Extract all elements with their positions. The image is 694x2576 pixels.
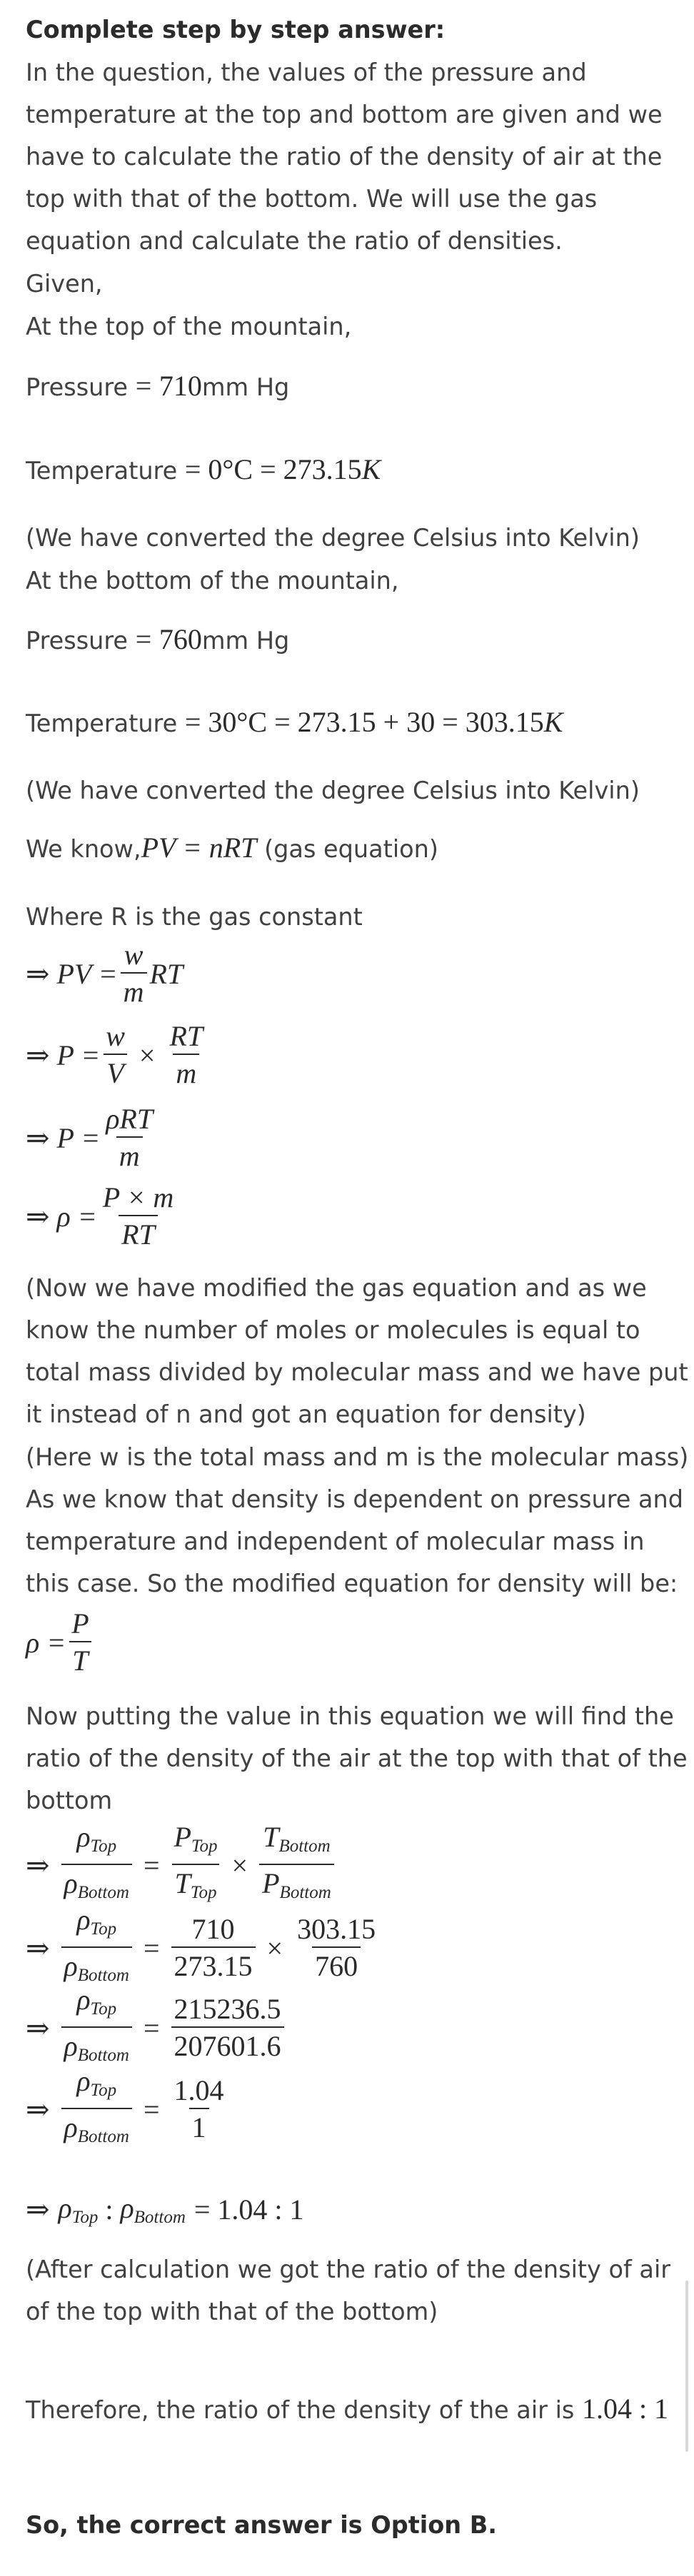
rho-symbol: ρ (64, 2030, 78, 2062)
fraction (171, 2076, 227, 2142)
intro-line: temperature at the top and bottom are given and we (26, 101, 663, 128)
intro-line: In the question, the values of the pressure and (26, 59, 587, 86)
final-answer: So, the correct answer is Option B. (26, 2511, 498, 2539)
top-of-mountain-label: At the top of the mountain, (26, 313, 352, 340)
scrollbar-thumb[interactable] (685, 2280, 688, 2452)
implies-arrow: ⇒ (26, 2193, 50, 2226)
implies-arrow: ⇒ (26, 1849, 50, 1882)
intro-line: top with that of the bottom. We will use the gas (26, 185, 598, 213)
temperature-label: Temperature (26, 457, 178, 485)
explanation-line: (Now we have modified the gas equation and as we (26, 1274, 647, 1302)
implies-arrow: ⇒ (26, 2011, 50, 2044)
step-lhs: ⇒ PV = (26, 957, 118, 990)
fraction (61, 1906, 132, 1990)
equals-sign: = (135, 370, 152, 402)
numerator: 710 (191, 1913, 235, 1945)
numerator: ρRT (106, 1103, 154, 1135)
rho-symbol: ρ (64, 1950, 78, 1982)
fraction (69, 1607, 91, 1677)
fraction (100, 1183, 177, 1249)
subscript: Top (90, 1919, 117, 1939)
denominator: m (116, 1136, 143, 1171)
denominator: V (104, 1054, 126, 1088)
explanation-line: total mass divided by molecular mass and we have put (26, 1358, 688, 1386)
pressure-label: Pressure (26, 373, 129, 401)
bottom-temperature-expr: = 30°C = 273.15 + 30 = 303.15 (184, 706, 544, 738)
rho-symbol: ρ (76, 1904, 91, 1936)
subscript: Bottom (134, 2208, 186, 2227)
gas-eq-prefix: We know, (26, 835, 141, 863)
subscript: Top (191, 1837, 218, 1856)
fraction (103, 1105, 156, 1171)
step-lhs: ⇒ P = (26, 1121, 101, 1154)
numerator: P (71, 1607, 89, 1640)
intro-line: equation and calculate the ratio of densities. (26, 227, 563, 255)
numerator: 1.04 (174, 2074, 224, 2106)
putting-values-line: bottom (26, 1787, 113, 1814)
subscript: Bottom (77, 1883, 129, 1902)
derivation-step-1 (26, 941, 183, 1006)
putting-values-line: Now putting the value in this equation we will find the (26, 1702, 674, 1730)
equals-sign: = (143, 2093, 160, 2126)
rho-symbol: ρ (76, 2065, 91, 2097)
rho-symbol: ρ (76, 1821, 91, 1853)
subscript: Top (90, 1999, 117, 2019)
subscript: Top (190, 1883, 217, 1902)
numerator: 215236.5 (174, 1993, 281, 2025)
conversion-note: (We have converted the degree Celsius into Kelvin) (26, 777, 640, 804)
final-ratio-line (26, 2191, 304, 2228)
given-label: Given, (26, 270, 103, 298)
step-rest: RT (149, 957, 183, 990)
fraction (294, 1915, 378, 1981)
rho-symbol: ρ (58, 2192, 72, 2224)
ratio-step-1 (26, 1823, 337, 1907)
times-sign: × (139, 1039, 156, 1071)
denominator: T (69, 1641, 91, 1675)
denominator: 273.15 (171, 1946, 256, 1981)
derivation-step-4 (26, 1183, 179, 1249)
gas-constant-note: Where R is the gas constant (26, 903, 363, 931)
therefore-text: Therefore, the ratio of the density of the air is (26, 2396, 582, 2424)
denominator: 760 (312, 1946, 361, 1981)
gas-eq-suffix: (gas equation) (256, 835, 438, 863)
pressure-unit: mm Hg (201, 627, 290, 655)
fraction (61, 1823, 132, 1907)
dependence-line: this case. So the modified equation for density will be: (26, 1570, 678, 1597)
final-ratio-value: = 1.04 : 1 (193, 2193, 304, 2226)
fraction (61, 2067, 132, 2151)
explanation-line: know the number of moles or molecules is equal to (26, 1316, 640, 1344)
fraction (171, 1823, 221, 1907)
subscript: Top (90, 1837, 117, 1856)
fraction (171, 1915, 256, 1981)
step-lhs: ⇒ ρ = (26, 1200, 97, 1233)
fraction (103, 1022, 128, 1088)
subscript: Bottom (77, 2046, 129, 2065)
therefore-value: 1.04 : 1 (581, 2393, 669, 2425)
numerator: P × m (102, 1181, 174, 1213)
top-pressure-line (26, 372, 289, 402)
numerator: 303.15 (297, 1913, 376, 1945)
answer-heading: Complete step by step answer: (26, 16, 446, 44)
t-symbol: T (174, 1867, 191, 1899)
t-symbol: T (263, 1821, 279, 1853)
density-equation (26, 1607, 95, 1677)
fraction (121, 941, 147, 1006)
implies-arrow: ⇒ (26, 1931, 50, 1964)
times-sign: × (231, 1849, 248, 1882)
rho-symbol: ρ (64, 1867, 78, 1899)
therefore-line (26, 2395, 668, 2425)
fraction (61, 1986, 132, 2070)
top-temperature-line (26, 455, 381, 485)
equals-sign: = (143, 1931, 160, 1964)
ratio-step-3 (26, 1986, 287, 2070)
numerator: w (106, 1020, 125, 1052)
after-calc-line: (After calculation we got the ratio of the density of air (26, 2256, 671, 2283)
denominator: m (121, 972, 147, 1006)
rho-symbol: ρ (64, 2111, 78, 2143)
numerator: RT (169, 1020, 203, 1052)
step-lhs: ρ = (26, 1626, 66, 1659)
denominator: m (173, 1054, 199, 1088)
putting-values-line: ratio of the density of the air at the top with that of the (26, 1744, 688, 1772)
bottom-temperature-line (26, 708, 563, 738)
gas-equation-line (26, 834, 438, 864)
derivation-step-2 (26, 1022, 208, 1088)
step-lhs: ⇒ P = (26, 1039, 101, 1071)
fraction (259, 1823, 334, 1907)
denominator: RT (119, 1215, 158, 1249)
bottom-pressure-line (26, 625, 289, 655)
top-pressure-value: 710 (159, 370, 202, 402)
rho-symbol: ρ (76, 1984, 91, 2016)
subscript: Bottom (279, 1883, 331, 1902)
intro-line: have to calculate the ratio of the density of air at the (26, 143, 663, 171)
conversion-note: (We have converted the degree Celsius into Kelvin) (26, 524, 640, 552)
derivation-step-3 (26, 1105, 159, 1171)
rho-symbol: ρ (120, 2192, 134, 2224)
subscript: Bottom (278, 1837, 331, 1856)
subscript: Bottom (77, 2127, 129, 2146)
implies-arrow: ⇒ (26, 2093, 50, 2126)
kelvin-unit: K (361, 453, 381, 485)
subscript: Top (71, 2208, 99, 2227)
pressure-label: Pressure (26, 627, 129, 655)
explanation-line: it instead of n and got an equation for density) (26, 1400, 586, 1428)
dependence-line: As we know that density is dependent on pressure and (26, 1485, 684, 1513)
times-sign: × (266, 1931, 283, 1964)
top-temperature-expr: = 0°C = 273.15 (184, 453, 362, 485)
dependence-line: temperature and independent of molecular mass in (26, 1527, 645, 1555)
kelvin-unit: K (543, 706, 563, 738)
gas-eq-formula: PV = nRT (141, 832, 257, 864)
bottom-pressure-value: 760 (159, 623, 202, 655)
fraction (171, 1995, 284, 2061)
p-symbol: P (262, 1867, 280, 1899)
equals-sign: = (143, 1849, 160, 1882)
after-calc-line: of the top with that of the bottom) (26, 2298, 438, 2325)
equals-sign: = (143, 2011, 160, 2044)
temperature-label: Temperature (26, 709, 178, 737)
subscript: Bottom (77, 1966, 129, 1985)
subscript: Top (90, 2081, 117, 2100)
fraction (166, 1022, 206, 1088)
pressure-unit: mm Hg (201, 373, 290, 401)
denominator: 1 (189, 2108, 209, 2142)
p-symbol: P (174, 1821, 191, 1853)
numerator: w (124, 939, 144, 971)
ratio-step-4 (26, 2067, 230, 2151)
mass-note: (Here w is the total mass and m is the molecular mass) (26, 1443, 689, 1471)
colon: : (105, 2193, 114, 2226)
bottom-of-mountain-label: At the bottom of the mountain, (26, 567, 399, 595)
denominator: 207601.6 (171, 2026, 284, 2061)
equals-sign: = (135, 623, 152, 655)
ratio-step-2 (26, 1906, 381, 1990)
